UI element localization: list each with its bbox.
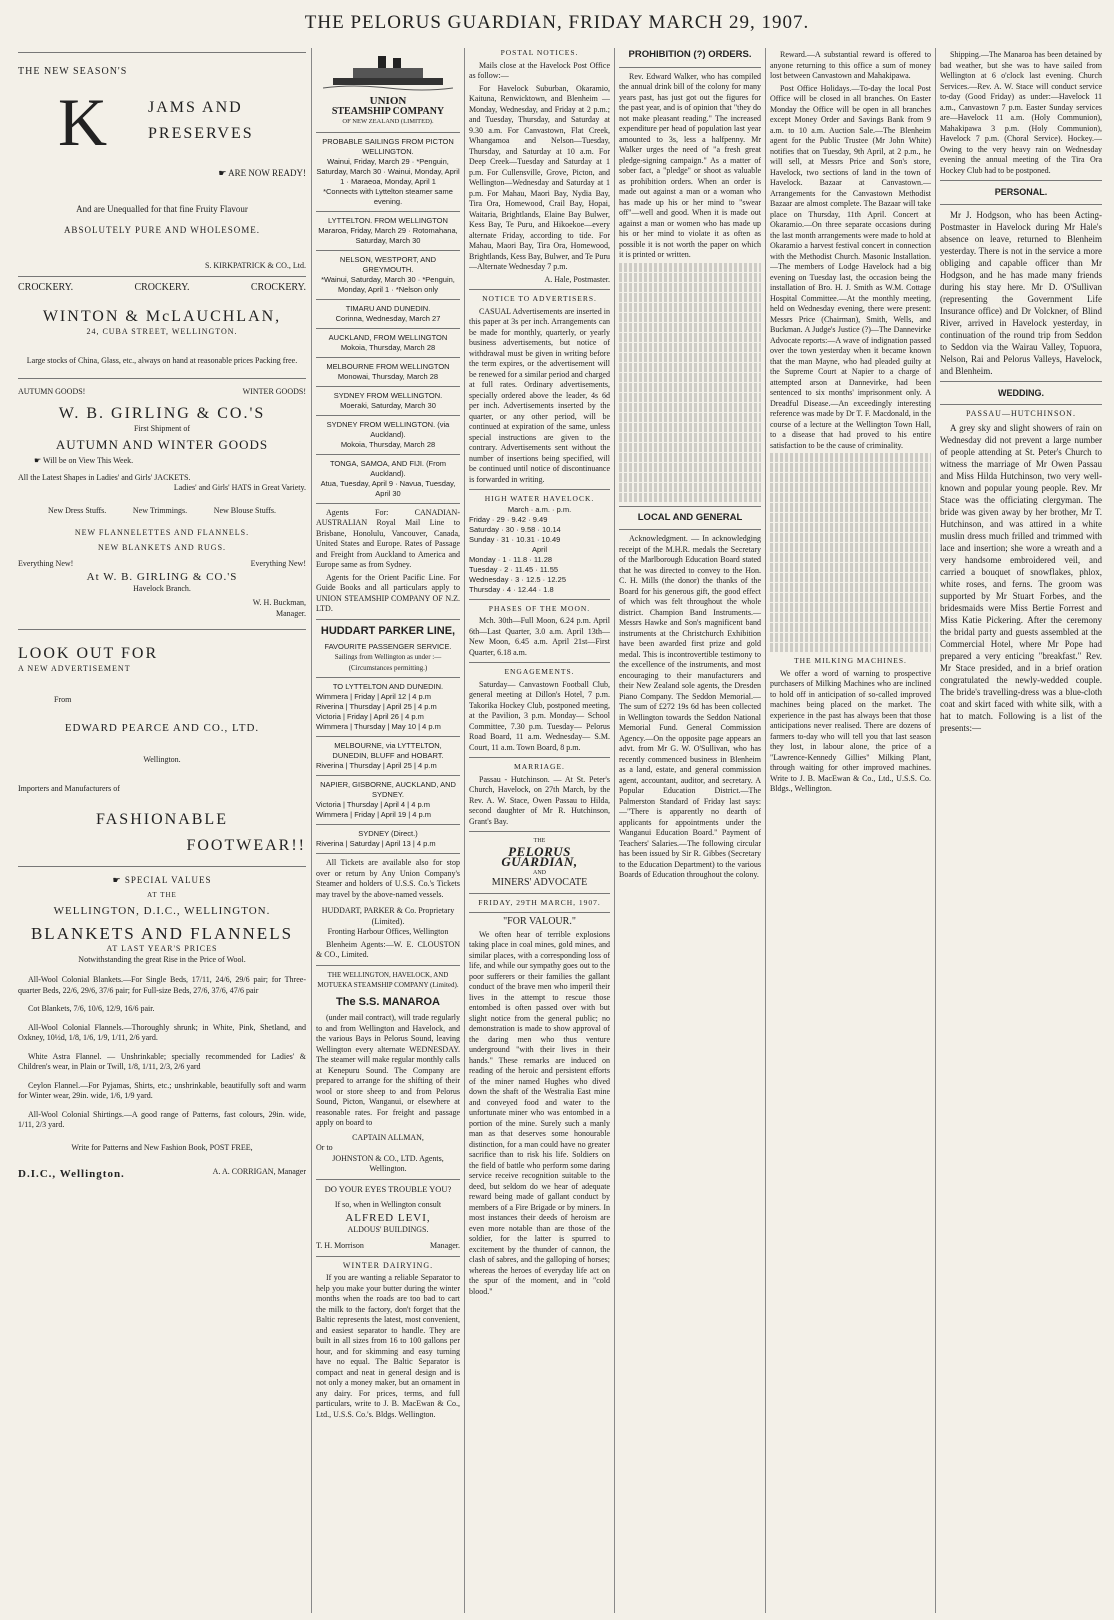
engagements-heading: ENGAGEMENTS. (504, 667, 575, 676)
steamship-icon (323, 52, 453, 92)
route-heading: TO LYTTELTON AND DUNEDIN. (332, 682, 444, 691)
new-advertisement: A NEW ADVERTISEMENT (18, 664, 131, 673)
k-letter: K (58, 83, 108, 160)
orient-text: Agents for the Orient Pacific Line. For Guide Books and all particulars apply to UNION STEAMSHIP COMPANY OF N.Z. LTD. (316, 572, 460, 613)
huddart-prop: HUDDART, PARKER & Co. Proprietary (Limited). (321, 906, 455, 926)
dic-footer: D.I.C., Wellington. A. A. CORRIGAN, Manager (18, 1167, 306, 1180)
column-advertisements-1 (18, 48, 306, 1613)
local-general-heading: LOCAL AND GENERAL (637, 511, 743, 523)
postal-heading: POSTAL NOTICES. (500, 48, 579, 57)
milking-heading: THE MILKING MACHINES. (794, 656, 907, 665)
pure-wholesome: ABSOLUTELY PURE AND WHOLESOME. (63, 224, 261, 235)
wedding-heading: WEDDING. (998, 387, 1044, 398)
huddart-title: HUDDART PARKER LINE, (320, 624, 456, 637)
column-shipping (316, 48, 460, 1613)
manaroa-title: The S.S. MANAROA (336, 995, 440, 1008)
prohibition-text: Rev. Edward Walker, who has compiled the annual drink bill of the colony for many years past, has just got out the figures for the past year, and is of opinion that "they do not make pleasant reading." The increased expenditure per head of population last year amounted to 3s, less a halfpenny. Mr Walker urges the need of "a fresh great pledge-signing campaign." As a matter of sober fact, a "pledge" or shoot as valuable as prohibition orders. When an order is made out against a man or a woman who has made up his or her mind to "swear off"—well and good. When it is made out against a man or women who has made up his or her mind to violate it as often as possible it is not worth the paper on which it is printed or written. (619, 71, 761, 259)
column-editorial (619, 48, 761, 1613)
tide-row: Friday · 29 · 9.42 · 9.49 (469, 514, 548, 524)
steamship-company: STEAMSHIP COMPANY (331, 105, 445, 117)
if-so: If so, when in Wellington consult (334, 1200, 442, 1209)
marriage-text: Passau - Hutchinson. — At St. Peter's Church, Havelock, on 27th March, by the Rev. A. W. Stace, Owen Passau to Hilda, second daughter of Mr R. Hutchinson, Grant's Bay. (469, 774, 610, 826)
pointing-hand-icon: ☛ (34, 456, 44, 465)
route-heading: TONGA, SAMOA, AND FIJI. (From Auckland). (329, 458, 447, 478)
sailings-list: Mokoia, Thursday, March 28 (340, 342, 436, 352)
johnston: JOHNSTON & CO., LTD. Agents, Wellington. (332, 1153, 444, 1173)
paper-date: FRIDAY, 29TH MARCH, 1907. (478, 897, 601, 907)
fronting: Fronting Harbour Offices, Wellington (327, 927, 449, 936)
write-for-patterns: Write for Patterns and New Fashion Book, POST FREE, (71, 1142, 253, 1152)
pointing-hand-icon: ☛ (112, 875, 125, 885)
passau-hutchinson: PASSAU—HUTCHINSON. (966, 409, 1076, 418)
marriage-heading: MARRIAGE. (514, 762, 565, 771)
favourite-service: FAVOURITE PASSENGER SERVICE. (324, 642, 452, 651)
sched-row: Victoria | Friday | April 26 | 4 p.m (316, 712, 424, 721)
footwear: FOOTWEAR!! (186, 837, 306, 854)
the: THE (533, 838, 546, 844)
sailings-list: *Wainui, Saturday, March 30 · *Penguin, Monday, April 1 · *Nelson only (321, 274, 455, 294)
route-heading: SYDNEY (Direct.) (358, 829, 418, 838)
havelock-branch: Havelock Branch. (133, 583, 191, 593)
winton-address: 24, CUBA STREET, WELLINGTON. (86, 327, 238, 336)
column-personal (940, 48, 1102, 1613)
everything-row: Everything New! Everything New! (18, 559, 306, 568)
winton-title: WINTON & McLAUCHLAN, (42, 308, 282, 325)
autumn-winter-row: AUTUMN GOODS! WINTER GOODS! (18, 387, 306, 396)
column-rule (464, 48, 465, 1613)
reward-notice: Reward.—A substantial reward is offered to anyone returning to this office a sum of money lost between Canvastown and Mahakipawa. (770, 50, 931, 80)
autumn-winter-goods: AUTUMN AND WINTER GOODS (55, 437, 269, 452)
pearce: EDWARD PEARCE AND CO., LTD. (64, 722, 260, 734)
preserves: PRESERVES (148, 124, 254, 142)
tide-row: Thursday · 4 · 12.44 · 1.8 (469, 584, 554, 594)
postal-text: For Havelock Suburban, Okaramio, Kaituna, Renwicktown, and Blenheim —Monday, Wednesday, and Friday at 2 p.m.; and Tuesday, Thursday, and Saturday at 9.30 a.m. For Canvastown, Flat Creek, Whangamoa and Nelson—Tuesday, Thursday, and Saturday at 10 a.m. For Deep Creek—Tuesday and Saturday at 1 p.m. For Cullensville, Grove, Picton, and Wellington—Wednesday and Saturday at 1 p.m. For Mahau, Maori Bay, Nydia Bay, Tira Ora, Homewood, Crail Bay, Hopai, Waitaria, Brightlands, Elaine Bay Bulwer, Kess Bay, Te Puru, and Hikoekoe—every alternate Friday, according to tide. For Mahau, Maori Bay, Tira Ora, Homewood, Brightlands, Kess Bay, Bulwer, and Te Puru—Alternate Wednesday 7 p.m. (469, 83, 610, 271)
notice-text: CASUAL Advertisements are inserted in this paper at 3s per inch. Arrangements can be made for monthly, quarterly, or yearly business advertisements, but notice of withdrawal must be given in writing before the term expires, or the advertisement will be renewed for a similar period and charged at full rates. Ordinary advertisements, specially ordered above the leader, 4s 6d per inch. Advertisements inserted by the quarter, or any other period, will be continued at expiration of the same, unless special instructions are given to the contrary. Advertisements sent without the number of insertions being specified, will be continued until notice of discontinuance is forwarded in writing. (469, 306, 610, 484)
stuffs-row: New Dress Stuffs. New Trimmings. New Blouse Stuffs. (48, 505, 276, 515)
last-year: AT LAST YEAR'S PRICES (106, 944, 218, 953)
tide-row: Wednesday · 3 · 12.5 · 12.25 (469, 574, 567, 584)
tide-row: April (531, 544, 547, 554)
now-ready: ☛ ARE NOW READY! (218, 167, 306, 178)
route-heading: SYDNEY FROM WELLINGTON. (333, 390, 443, 400)
sailings-list: Wainui, Friday, March 29 · *Penguin, Saturday, March 30 · Wainui, Monday, April 1 · Maraeoa, Monday, April 1 (316, 156, 460, 186)
from: From (54, 694, 72, 704)
at-the: AT THE (147, 890, 177, 899)
agents-text: Agents For: CANADIAN-AUSTRALIAN Royal Mail Line to Brisbane, Honolulu, Vancouver, Canada, United States and Europe. Rates of Passage and Freight from Auckland to America and Europe same as from Sydney. (316, 507, 460, 569)
buckman-manager: Manager. (276, 608, 306, 618)
route-heading: NAPIER, GISBORNE, AUCKLAND, AND SYDNEY. (320, 780, 456, 799)
sched-row: Riverina | Thursday | April 25 | 4 p.m (316, 761, 437, 770)
wedding-text: A grey sky and slight showers of rain on Wednesday did not prevent a large number of people attending at St. Peter's Church to witness the marriage of Mr Owen Passau and Miss Hilda Hutchinson, two very well-known and popular young people. Rev. Mr Stace was the officiating clergyman. The bride was given away by her brother, Mr T. Hutchinson, and was attired in a white muslin dress much frilled and trimmed with lace and insertion; she wore a wreath and a very handsome embroidered veil, and carried a bouquet of snowflakes, phlox, white roses, and ferns. The groom was supported by Mr Stuart Forbes, and the bridesmaids were Miss Bertie Forrest and Miss Katie Pickering. After the ceremony the bridal party and guests assembled at the Commercial Hotel, where Mr Pope had prepared a very enticing "breakfast." Rev. Mr Stace presided, and in a brief oration congratulated the newly-wedded couple. The bride's travelling-dress was a blue-cloth coat and skirt faced with white silk, with a hat to match. Following is a list of the presents:— (940, 422, 1102, 733)
at-girling: At W. B. GIRLING & CO.'S (86, 570, 238, 583)
local-news-text: Post Office Holidays.—To-day the local Post Office will be closed in all branches. On Easter Monday the Office will be open in all branches except Money Order and Savings Bank from 9 a.m. to 10 a.m. Auction Sale.—The Blenheim agent for the Public Trustee (Mr John White) notifies that on Tuesday, 9th April, at 2 p.m., he will sell, at Messrs Price and Son's store, Havelock, two sections of land in the town of Havelock. Bazaar at Canvastown.—Arrangements for the Canvastown Methodist Bazaar are almost complete. The Bazaar will take place on Thursday, 11th April. Concert at Okaramio.—On three separate occasions during the last month arrangements were made to hold at Okaramio a harvest festival concert in connection with the Methodist Church. Masonic Installation.—The members of Lodge Havelock had a big evening on Tuesday last, the occasion being the installation of Bro. H. J. Smith as W.M. Cottage Hospital Committee.—At the monthly meeting, held on Wednesday evening, there were present: Messrs Price (Chairman), Smith, Wells, and Buckman. A Judge's Justice (?)—The Dannevirke Advocate reports:—A wave of indignation passed over the town yesterday when it became known that the man Mayne, who had pleaded guilty at the Supreme Court at Napier to a charge of attempted arson at Dannevirke, had been sentenced to six months' imprisonment only. A Dreadful Disease.—An exceedingly interesting reference was made by Dr T. F. Macdonald, in the course of a lecture at the Wellington Town Hall, to a disease that had proved to his entire satisfaction to be the cause of criminality. (770, 83, 931, 450)
probable-sailings: PROBABLE SAILINGS FROM PICTON (322, 136, 454, 146)
wellington-heading: WELLINGTON. (362, 146, 414, 156)
mails-close: Mails close at the Havelock Post Office as follow:— (469, 60, 610, 80)
or-to: Or to (316, 1143, 333, 1152)
column-notices (469, 48, 610, 1613)
shipping-church-text: Shipping.—The Manaroa has been detained by bad weather, but she was to have sailed from Wellington at 6 o'clock last evening. Church Services.—Rev. A. W. Stace will conduct service to-day (Good Friday) as under:—Havelock 11 a.m., Canvastown 7 p.m. Easter Sunday services are—Havelock 11 a.m. (Holy Communion), Mahakipawa 3 p.m. (Holy Communion), Havelock 7 p.m. (Choral Service). Hockey.—Owing to the very heavy rain on Wednesday evening the annual meeting of the Tira Ora Hockey Club had to be postponed. (940, 50, 1102, 175)
sched-row: Wimmera | Friday | April 19 | 4 p.m (316, 810, 432, 819)
china-text: Large stocks of China, Glass, etc., always on hand at reasonable prices Packing free. (26, 355, 298, 365)
union-title: UNION (369, 95, 407, 107)
sailings-list: Atua, Tuesday, April 9 · Navua, Tuesday, April 30 (320, 478, 456, 498)
personal-text: Mr J. Hodgson, who has been Acting-Postmaster in Havelock during Mr Hale's absence on leave, returned to Blenheim yesterday. There is not in the service a more obliging and capable officer than Mr Hodgson, and he has made many friends during his stay here. Mr D. O'Sullivan (representing the Government Life Insurance office) and Dr Volckner, of Blind River, arrived in Havelock yesterday, in continuation of the round trip from Seddon to Seddon via the Wairau Valley, Topuora, Nelson, Rai and Pelorus Valleys, Havelock, and Blenheim. (940, 209, 1102, 376)
route-heading: MELBOURNE FROM WELLINGTON (326, 361, 450, 371)
hats: Ladies' and Girls' HATS in Great Variety. (173, 483, 306, 492)
tide-row: Monday · 1 · 11.8 · 11.28 (469, 554, 553, 564)
personal-heading: PERSONAL. (994, 187, 1048, 197)
crockery-row: CROCKERY. CROCKERY. CROCKERY. (18, 281, 306, 293)
sailings-list: Moeraki, Saturday, March 30 (340, 400, 436, 410)
sailings-under: Sailings from Wellington as under :— (Circumstances permitting.) (334, 653, 442, 672)
valour-text: We often hear of terrible explosions taking place in coal mines, gold mines, and similar places, with a corresponding loss of life, and while our sympathy goes out to the poor sufferers or their families the gallant conduct of the brave men who imperil their lives in the attempt to rescue those entombed is often passed over with but slight notice from the general public; no demonstration is made to show approval of the daring men who thus venture underground "with their lives in their hands." These remarks are induced on reading of the heroic and persistent efforts of the miner named Hughes who dived down the shaft of the Westralia East mine and conveyed food and water to the unfortunate miner who was entombed in a portion of the mine. Surely such a manly man as that deserves some honourable distinction, for a man could have no greater sacrifice than to risk his life. Soldiers on the field of battle who perform some daring service receive recognition suitable to the deed, but seldom do we hear of adequate reward being made of gallant conduct by members of a Fire Brigade or by miners. In most instances their deeds of heroism are even more notable than are those of the soldier, for the latter is spurred to excitement by the thunder of cannon, the clash of sabres, and the galloping of horses; whereas the heroes of everyday life act on the spur of the moment, and in "cold blood." (469, 929, 610, 1296)
captain-allman: CAPTAIN ALLMAN, (352, 1132, 424, 1142)
moon-phases: PHASES OF THE MOON. (488, 603, 591, 613)
fashionable: FASHIONABLE (96, 811, 228, 828)
paper-title: PELORUS GUARDIAN, (501, 843, 578, 869)
column-local-news (770, 48, 931, 1613)
blanket-item: Cot Blankets, 7/6, 10/6, 12/9, 16/6 pair. (28, 1004, 155, 1013)
tickets-text: All Tickets are available also for stop over or return by Any Union Company's Steamer and holders of U.S.S. Co.'s Tickets may travel by the above-named vessels. (316, 858, 460, 899)
blanket-item: Ceylon Flannel.—For Pyjamas, Shirts, etc.; unshrinkable, beautifully soft and warm for Winter wear, 29in. wide, 1/6, 1/9 yard. (18, 1080, 306, 1100)
aldous: ALDOUS' BUILDINGS. (347, 1224, 429, 1234)
postmaster: A. Hale, Postmaster. (544, 274, 610, 284)
tide-row: Sunday · 31 · 10.31 · 10.49 (469, 534, 561, 544)
wh-motueka: THE WELLINGTON, HAVELOCK, AND MOTUEKA STEAMSHIP COMPANY (Limited). (317, 970, 459, 989)
column-rule (311, 48, 312, 1613)
blankets-flannels: BLANKETS AND FLANNELS (30, 924, 294, 943)
morrison-row: T. H. Morrison Manager. (316, 1241, 460, 1250)
route-heading: AUCKLAND, FROM WELLINGTON (328, 332, 448, 342)
manaroa-text: (under mail contract), will trade regularly to and from Wellington and Havelock, and the various Bays in Pelorus Sound, leaving Wellington every alternate WEDNESDAY. The steamer will make regular monthly calls at Kenepuru Sound. The Company are prepared to arrange for the shifting of their wool or store sheep to and from Pelorus Sound, Picton, Wanganui, or elsewhere at reasonable rates. For freight and passage apply on board to (316, 1013, 460, 1127)
buckman: W. H. Buckman, (252, 598, 306, 607)
milking-text: We offer a word of warning to prospective purchasers of Milking Machines who are inclined to hold off in anticipation of so-called improved machines being placed on the market. The experience in the past has always been that those anticipations never realised. There are dozens of farmers to-day who will tell you that last season they lost, in labour alone, the price of a "Lawrence-Kennedy Gillies" Milking Plant, through waiting for other improved machines. Write to J. B. MacEwan & Co., Ltd., U.S.S. Co. Bldgs., Wellington. (770, 668, 931, 793)
high-water: HIGH WATER HAVELOCK. (484, 494, 595, 503)
route-heading: MELBOURNE, via LYTTELTON, DUNEDIN, BLUFF and HOBART. (332, 741, 444, 760)
sched-row: Wimmera | Thursday | May 10 | 4 p.m (316, 722, 441, 731)
tide-row: Tuesday · 2 · 11.45 · 11.55 (469, 564, 559, 574)
dic-line: WELLINGTON, D.I.C., WELLINGTON. (53, 905, 271, 917)
route-heading: LYTTELTON. FROM WELLINGTON (328, 215, 448, 225)
tide-header: March · a.m. · p.m. (507, 504, 572, 514)
ad-new-season: THE NEW SEASON'S (18, 66, 128, 77)
dairying-text: If you are wanting a reliable Separator to help you make your butter during the winter months when the roads are too bad to cart the milk to the factory, don't forget that the Baltic represents the latest, most convenient, and easiest separator to handle. They are built in all sizes from 16 to 100 gallons per hour, and for skimming and easy turning have no equal. The Baltic Separator is compact and neat in general design and is not only a money maker, but an ornament in any dairy. For prices, terms, and full particulars, write to J. B. MacEwan & Co., Ltd., U.S.S. Co.'s. Bldgs. Wellington. (316, 1273, 460, 1419)
route-heading: NELSON, WESTPORT, AND GREYMOUTH. (339, 254, 437, 274)
ad-k-jams (58, 83, 306, 168)
jams-and: JAMS AND (148, 98, 243, 116)
route-heading: SYDNEY FROM WELLINGTON. (via Auckland). (326, 419, 450, 439)
unequalled-text: And are Unequalled for that fine Fruity Flavour (76, 204, 248, 214)
special-values: ☛ SPECIAL VALUES (112, 875, 212, 885)
on-view: ☛ Will be on View This Week. (34, 456, 134, 465)
sched-row: Victoria | Thursday | April 4 | 4 p.m (316, 800, 430, 809)
pointing-hand-icon: ☛ (218, 167, 229, 178)
sailings-list: Monowai, Thursday, March 28 (337, 371, 439, 381)
look-out: LOOK OUT FOR (18, 645, 159, 662)
tide-row: Saturday · 30 · 9.58 · 10.14 (469, 524, 561, 534)
connects-note: *Connects with Lyttelton steamer same evening. (323, 186, 453, 206)
sailings-list: Corinna, Wednesday, March 27 (335, 313, 441, 323)
sched-row: Riverina | Thursday | April 25 | 4 p.m (316, 702, 437, 711)
blanket-item: White Astra Flannel. — Unshrinkable; specially recommended for Ladies' & Children's wear, in Plain or Twill, 1/8, 1/11, 2/3, 2/6 yard (18, 1051, 306, 1071)
girling-title: W. B. GIRLING & CO.'S (58, 404, 266, 422)
column-rule (614, 48, 615, 1613)
dairying-heading: WINTER DAIRYING. (342, 1260, 434, 1270)
blanket-item: All-Wool Colonial Shirtings.—A good range of Patterns, fast colours, 29in. wide, 1/11, 2/3 yard. (18, 1109, 306, 1129)
first-shipment: First Shipment of (133, 423, 190, 433)
importers: Importers and Manufacturers of (18, 783, 120, 793)
miners-advocate: MINERS' ADVOCATE (491, 877, 588, 888)
eyes-heading: DO YOUR EYES TROUBLE YOU? (324, 1183, 452, 1194)
blanket-item: All-Wool Colonial Flannels.—Thoroughly shrunk; in White, Pink, Shetland, and Oxkney, 10½d, 1/8, 1/6, 1/9, 1/11, 2/6 yard. (18, 1022, 306, 1042)
notwithstanding: Notwithstanding the great Rise in the Price of Wool. (78, 954, 246, 964)
blanket-item: All-Wool Colonial Blankets.—For Single Beds, 17/11, 24/6, 29/6 pair; for Three-quarter Beds, 22/6, 29/6, 37/6 pair; for Full-size Beds, 27/6, 37/6, 47/6 pair (18, 975, 306, 995)
local-text: Acknowledgment. — In acknowledging receipt of the M.H.R. medals the Secretary of the Marlborough Education Board stated that he was directed to convey to the Hon. C. H. Mills (the donor) the thanks of the Board for his generous gift, the good effect of which was felt throughout the whole district. Champion Band Instruments.—Messrs Hawke and Son's magnificent band instruments at the Christchurch Exhibition have been awarded first prize and gold medal. This is incontrovertible testimony to the excellence of the instruments, and most encouraging to their manufacturers and their New Zealand sole agents, the Dresden Piano Company. The Seddon Memorial.—The sum of £272 19s 6d has been collected in Wellington towards the Seddon National Memorial Fund. General Commission Agency.—On the opposite page appears an advt. from Mr G. W. O'Sullivan, who has recently commenced business in Blenheim as a land, estate, and general commission agent, accountant, auditor, and secretary. A Popular Education District.—The Palmerston Standard of Friday last says:—"There is apparently no dearth of applicants for appointments under the Wanganui Education Board." Payment of Teachers' Salaries.—The following circular has been issued by Sir R. Gibbes (Secretary to the Education Department) to the various Boards of Education throughout the colony. (619, 534, 761, 879)
sailings-list: Mokoia, Thursday, March 28 (340, 439, 436, 449)
jackets: All the Latest Shapes in Ladies' and Girls' JACKETS. (18, 472, 191, 482)
notice-advertisers: NOTICE TO ADVERTISERS. (482, 294, 597, 303)
moon-text: Mch. 30th—Full Moon, 6.24 p.m. April 6th—Last Quarter, 3.0 a.m. April 13th—New Moon, 6.45 a.m. April 21st—First Quarter, 6.18 a.m. (469, 616, 610, 657)
masthead: THE PELORUS GUARDIAN, FRIDAY MARCH 29, 1907. (304, 12, 810, 33)
sched-row: Wimmera | Friday | April 12 | 4 p.m (316, 692, 432, 701)
kirkpatrick: S. KIRKPATRICK & CO., Ltd. (204, 261, 306, 270)
column-rule (935, 48, 936, 1613)
blenheim-agents: Blenheim Agents:—W. E. CLOUSTON & CO., Limited. (316, 939, 460, 959)
route-heading: TIMARU AND DUNEDIN. (345, 303, 431, 313)
flannelettes: NEW FLANNELETTES AND FLANNELS. (74, 528, 250, 537)
for-valour: "FOR VALOUR." (503, 916, 576, 927)
prohibition-heading: PROHIBITION (?) ORDERS. (628, 49, 752, 60)
pearce-wellington: Wellington. (143, 755, 181, 764)
engagements-text: Saturday— Canvastown Football Club, general meeting at Dillon's Hotel, 7 p.m. Takorika Hockey Club, postponed meeting, at the Pavilion, 3 p.m. Monday— School Committee, 7.30 p.m. Tuesday— Pelorus Road Board, 11 a.m. Wednesday— S.M. Court, 11 a.m. Town Board, 8 p.m. (469, 679, 610, 752)
sailings-list: Mararoa, Friday, March 29 · Rotomahana, Saturday, March 30 (318, 225, 458, 245)
sched-row: Riverina | Saturday | April 13 | 4 p.m (316, 839, 436, 848)
blankets-rugs: NEW BLANKETS AND RUGS. (97, 542, 227, 552)
of-nz: OF NEW ZEALAND (LIMITED). (342, 118, 434, 125)
alfred-levi: ALFRED LEVI, (345, 1211, 431, 1224)
column-rule (765, 48, 766, 1613)
and: AND (533, 869, 546, 876)
